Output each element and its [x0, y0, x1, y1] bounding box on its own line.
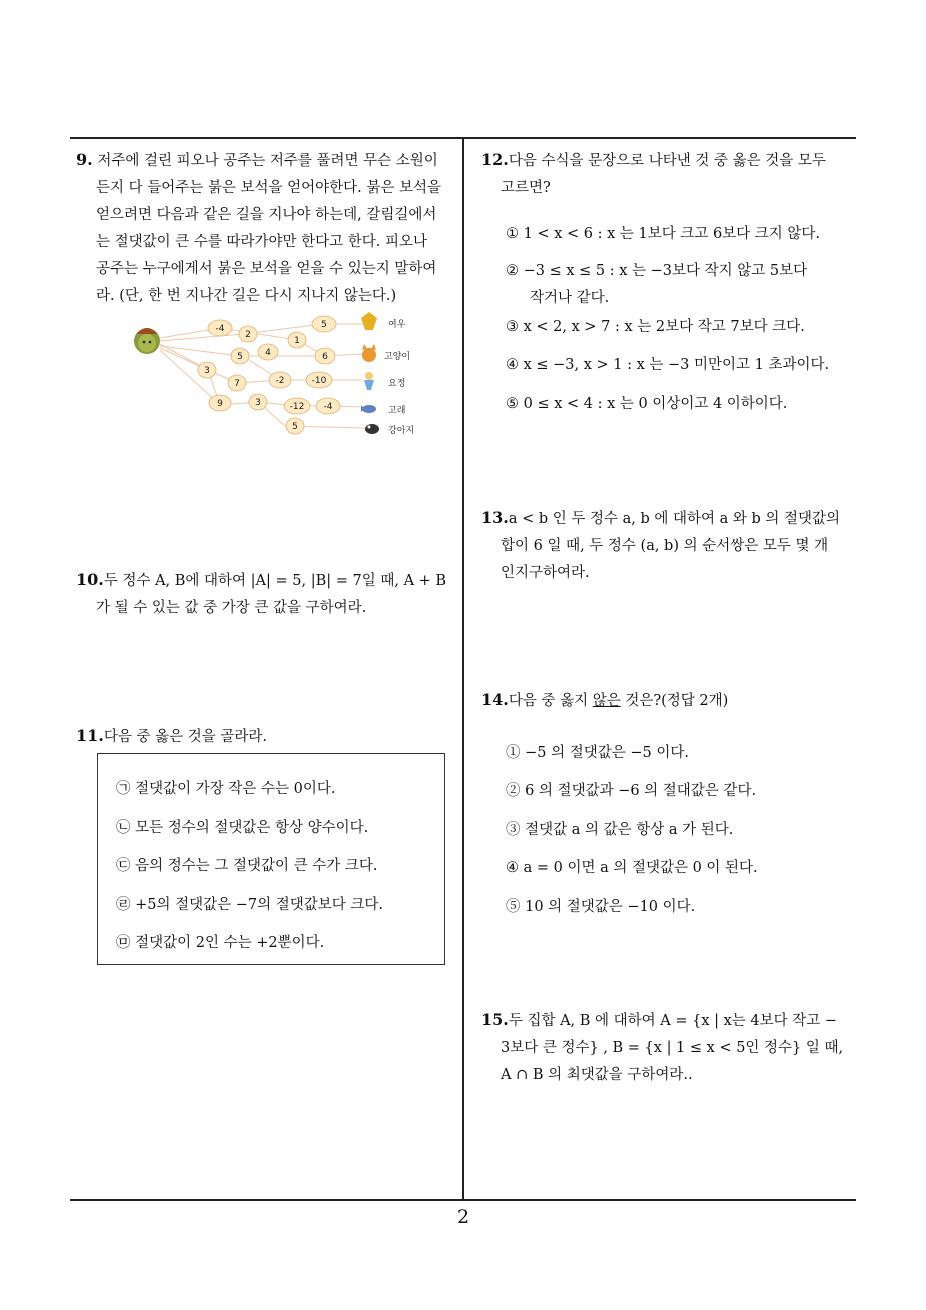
node-9 — [209, 395, 231, 411]
q11-item-5: ㉤ 절댓값이 2인 수는 +2뿐이다. — [116, 935, 325, 951]
question-13-line-3: 인지구하여라. — [501, 565, 590, 581]
svg-text:-2: -2 — [275, 376, 285, 386]
svg-text:6: 6 — [322, 352, 328, 362]
question-9-line-4: 는 절댓값이 큰 수를 따라가야만 한다고 한다. 피오나 — [96, 234, 428, 250]
question-12 — [481, 146, 866, 202]
dest-dog: 강아지 — [388, 426, 415, 436]
q11-item-3: ㉢ 음의 정수는 그 절댓값이 큰 수가 크다. — [116, 858, 378, 874]
dest-whale: 고래 — [388, 406, 406, 416]
q12-option-5: ⑤ 0 ≤ x < 4 : x 는 0 이상이고 4 이하이다. — [506, 396, 788, 412]
whale-icon — [361, 405, 376, 413]
question-11 — [76, 722, 456, 751]
q14-option-4: ④ a = 0 이면 a 의 절댓값은 0 이 된다. — [506, 860, 758, 876]
question-13-line-1: 13.a < b 인 두 정수 a, b 에 대하여 a 와 b 의 절댓값의 — [481, 508, 841, 527]
question-15-number: 15. — [481, 1010, 509, 1029]
question-13-number: 13. — [481, 508, 509, 527]
dest-fox: 여우 — [388, 320, 406, 330]
dest-fairy: 요정 — [388, 379, 406, 389]
page-number: 2 — [456, 1206, 470, 1228]
svg-text:4: 4 — [265, 348, 271, 358]
question-9 — [76, 146, 456, 310]
node-2 — [239, 326, 257, 342]
question-14-stem-pre: 다음 중 옳지 — [508, 693, 593, 709]
node-minus-4-a — [208, 320, 232, 336]
cat-icon — [362, 344, 376, 362]
question-10-line-1: 10.두 정수 A, B에 대하여 |A| = 5, |B| = 7일 때, A + B — [76, 570, 447, 589]
princess-icon — [134, 328, 160, 354]
question-14-stem-post: 것은?(정답 2개) — [620, 693, 729, 709]
svg-text:5: 5 — [292, 422, 298, 432]
node-3-bottom — [249, 394, 267, 410]
q14-option-1: ① −5 의 절댓값은 −5 이다. — [506, 745, 689, 761]
svg-text:-10: -10 — [311, 376, 327, 386]
node-5-top — [312, 316, 336, 332]
column-divider — [462, 138, 464, 1200]
question-13 — [481, 504, 866, 587]
svg-text:5: 5 — [237, 352, 243, 362]
node-5-bottom — [286, 418, 304, 434]
question-12-number: 12. — [481, 150, 509, 169]
question-11-number: 11. — [76, 726, 104, 745]
svg-text:3: 3 — [204, 366, 210, 376]
question-9-line-2: 든지 다 들어주는 붉은 보석을 얻어야한다. 붉은 보석을 — [96, 180, 442, 196]
q12-option-4: ④ x ≤ −3, x > 1 : x 는 −3 미만이고 1 초과이다. — [506, 357, 830, 373]
bottom-rule — [70, 1199, 856, 1201]
svg-text:-12: -12 — [289, 402, 305, 412]
question-14-number: 14. — [481, 690, 509, 709]
fox-icon — [361, 312, 377, 330]
node-6 — [315, 348, 335, 364]
dog-icon — [365, 424, 379, 434]
node-1 — [288, 332, 306, 348]
question-14-stem-underlined: 않은 — [592, 693, 621, 709]
node-minus-10 — [306, 372, 332, 388]
svg-text:5: 5 — [321, 320, 327, 330]
svg-text:-4: -4 — [323, 402, 333, 412]
fairy-icon — [364, 372, 374, 390]
question-15 — [481, 1006, 866, 1089]
node-minus-12 — [284, 398, 310, 414]
question-13-line-2: 합이 6 일 때, 두 정수 (a, b) 의 순서쌍은 모두 몇 개 — [501, 538, 829, 554]
question-15-line-2: 3보다 큰 정수} , B = {x | 1 ≤ x < 5인 정수} 일 때, — [501, 1040, 844, 1056]
q12-option-2-cont: 작거나 같다. — [530, 290, 610, 306]
question-10-line-2: 가 될 수 있는 값 중 가장 큰 값을 구하여라. — [96, 600, 367, 616]
node-minus-4-b — [316, 398, 340, 414]
q11-item-2: ㉡ 모든 정수의 절댓값은 항상 양수이다. — [116, 820, 369, 836]
svg-text:9: 9 — [217, 399, 223, 409]
question-9-line-3: 얻으려면 다음과 같은 길을 지나야 하는데, 갈림길에서 — [96, 207, 437, 223]
q12-option-3: ③ x < 2, x > 7 : x 는 2보다 작고 7보다 크다. — [506, 319, 805, 335]
path-diagram — [125, 308, 425, 443]
question-15-line-1: 15.두 집합 A, B 에 대하여 A = {x | x는 4보다 작고 − — [481, 1010, 838, 1029]
svg-text:7: 7 — [234, 379, 240, 389]
svg-text:3: 3 — [255, 398, 261, 408]
q14-option-5: ⑤ 10 의 절댓값은 −10 이다. — [506, 899, 696, 915]
node-7 — [228, 375, 246, 391]
question-11-stem: 다음 중 옳은 것을 골라라. — [103, 729, 267, 745]
question-12-line-1: 12.다음 수식을 문장으로 나타낸 것 중 옳은 것을 모두 — [481, 150, 826, 169]
q11-item-1: ㉠ 절댓값이 가장 작은 수는 0이다. — [116, 781, 336, 797]
node-3-left — [198, 362, 216, 378]
dest-cat: 고양이 — [384, 352, 411, 362]
question-10 — [76, 566, 461, 622]
question-12-line-2: 고르면? — [501, 180, 551, 196]
q11-item-4: ㉣ +5의 절댓값은 −7의 절댓값보다 크다. — [116, 897, 383, 913]
question-10-number: 10. — [76, 570, 104, 589]
q12-option-1: ① 1 < x < 6 : x 는 1보다 크고 6보다 크지 않다. — [506, 226, 821, 242]
q14-option-2: ② 6 의 절댓값과 −6 의 절대값은 같다. — [506, 783, 757, 799]
node-minus-2 — [269, 372, 291, 388]
svg-text:-4: -4 — [215, 324, 225, 334]
question-9-line-6: 라. (단, 한 번 지나간 길은 다시 지나지 않는다.) — [96, 288, 397, 304]
question-9-line-5: 공주는 누구에게서 붉은 보석을 얻을 수 있는지 말하여 — [96, 261, 437, 277]
svg-text:1: 1 — [294, 336, 300, 346]
node-5-mid — [231, 348, 249, 364]
q14-option-3: ③ 절댓값 a 의 값은 항상 a 가 된다. — [506, 822, 734, 838]
question-14 — [481, 686, 866, 715]
q12-option-2: ② −3 ≤ x ≤ 5 : x 는 −3보다 작지 않고 5보다 — [506, 263, 808, 279]
question-9-number: 9. — [76, 150, 93, 169]
question-9-line-1: 9. 저주에 걸린 피오나 공주는 저주를 풀려면 무슨 소원이 — [76, 150, 438, 169]
svg-text:2: 2 — [245, 330, 251, 340]
node-4 — [258, 344, 278, 360]
question-15-line-3: A ∩ B 의 최댓값을 구하여라.. — [501, 1067, 693, 1083]
